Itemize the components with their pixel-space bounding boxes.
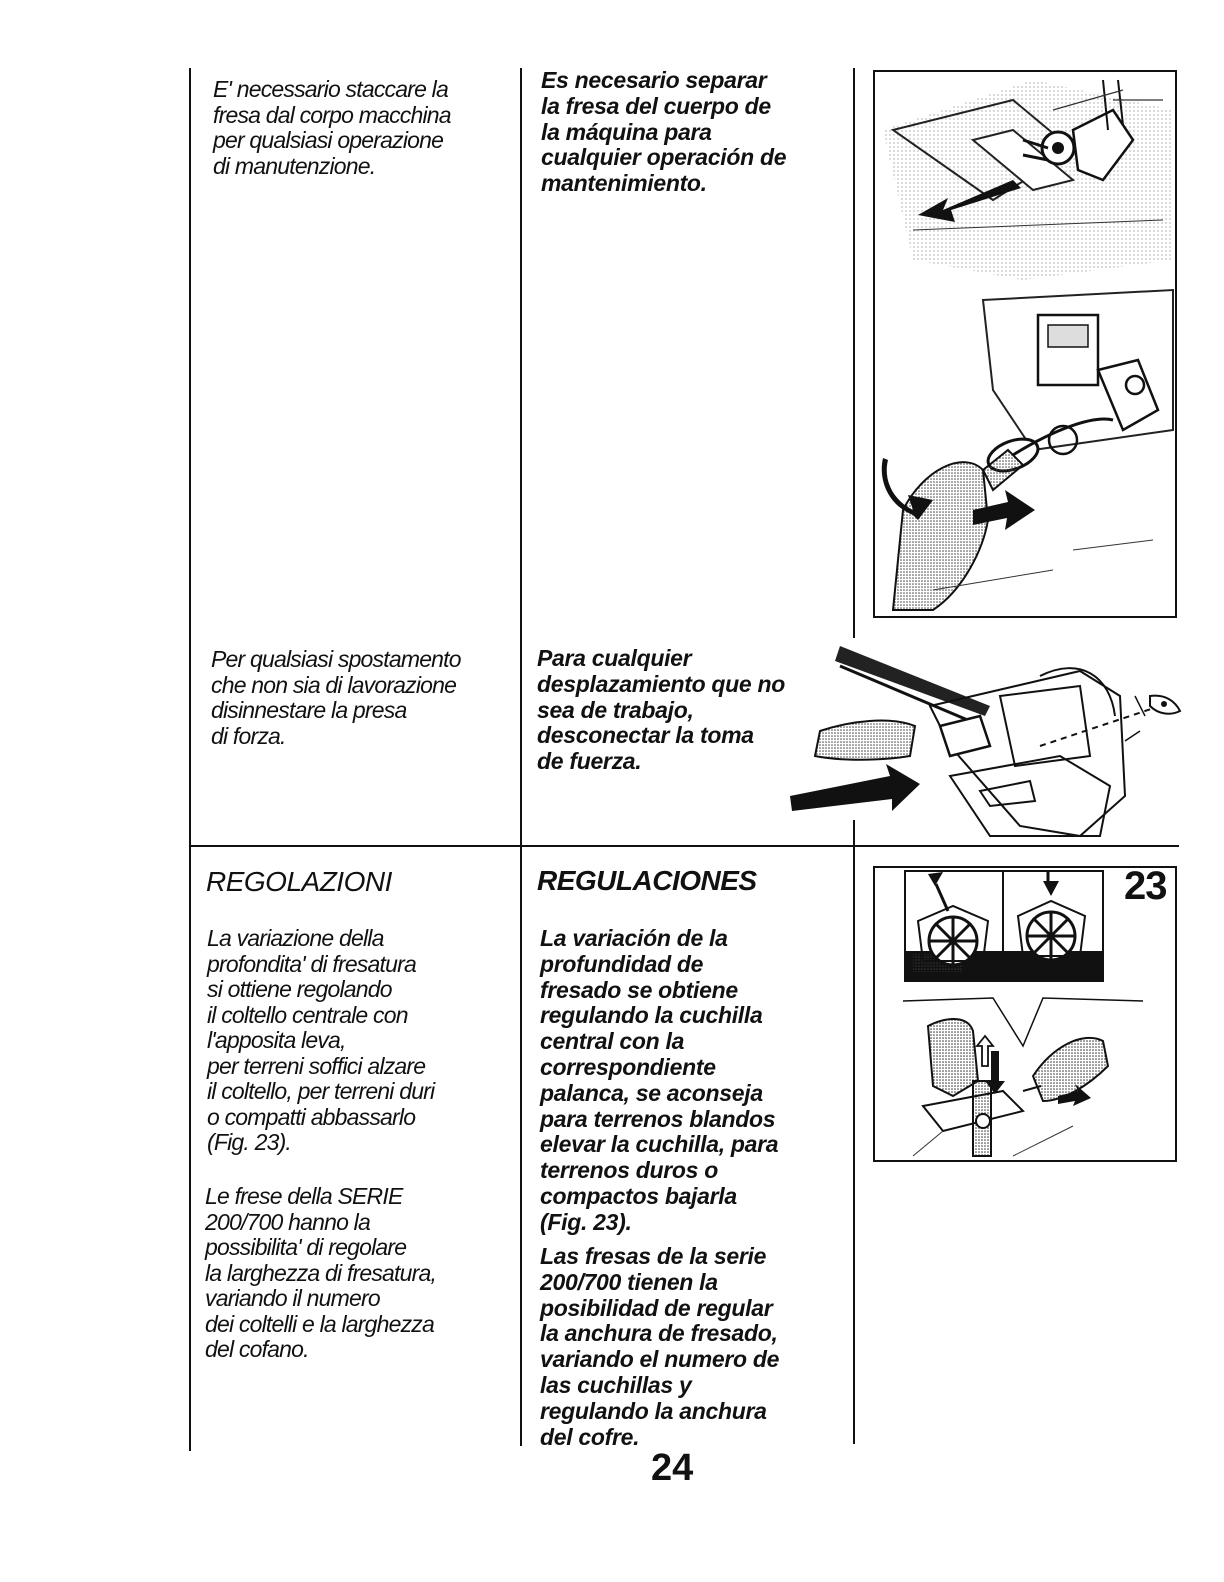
it-width-adjust-text: Le frese della SERIE 200/700 hanno la possibilita' di regolare la larghezza di fresatura, variando il numero dei coltelli e la larghezza del cofano. [205, 1183, 437, 1362]
it-pto-text: Per qualsiasi spostamento che non sia di lavorazione disinnestare la presa di forza. [211, 646, 461, 749]
es-width-adjust-text: Las fresas de la serie 200/700 tienen la posibilidad de regular la anchura de fresado, variando el numero de las cuchillas y regulando la anchura del cofre. [540, 1243, 780, 1450]
column-rule-right-top [853, 68, 855, 638]
figure-23-depth-lever [873, 866, 1177, 1162]
it-depth-adjust-text: La variazione della profondita' di fresatura si ottiene regolando il coltello centrale con l'apposita leva, per terreni soffici alzare il coltello, per terreni duri o compatti abbassarlo (Fig. 23). [207, 925, 435, 1155]
es-maintenance-text: Es necesario separar la fresa del cuerpo de la máquina para cualquier operación de mantenimiento. [541, 67, 787, 197]
column-rule-middle [520, 68, 522, 1446]
column-rule-left [189, 68, 191, 1451]
figure-number: 23 [1124, 864, 1167, 908]
column-rule-right-bottom [853, 820, 855, 1444]
page-number: 24 [651, 1447, 694, 1489]
it-maintenance-text: E' necessario staccare la fresa dal corpo macchina per qualsiasi operazione di manutenzione. [213, 76, 451, 179]
tiller-removal-figure [873, 70, 1177, 618]
es-section-heading: REGULACIONES [537, 865, 757, 896]
es-pto-text: Para cualquier desplazamiento que no sea de trabajo, desconectar la toma de fuerza. [537, 645, 786, 775]
it-section-heading: REGOLAZIONI [206, 866, 392, 897]
es-depth-adjust-text: La variación de la profundidad de fresado se obtiene regulando la cuchilla central con la correspondiente palanca, se aconseja para terrenos blandos elevar la cuchilla, para terrenos duros o compactos bajarla (Fig. 23). [540, 925, 779, 1235]
pto-disengage-figure [780, 636, 1190, 846]
